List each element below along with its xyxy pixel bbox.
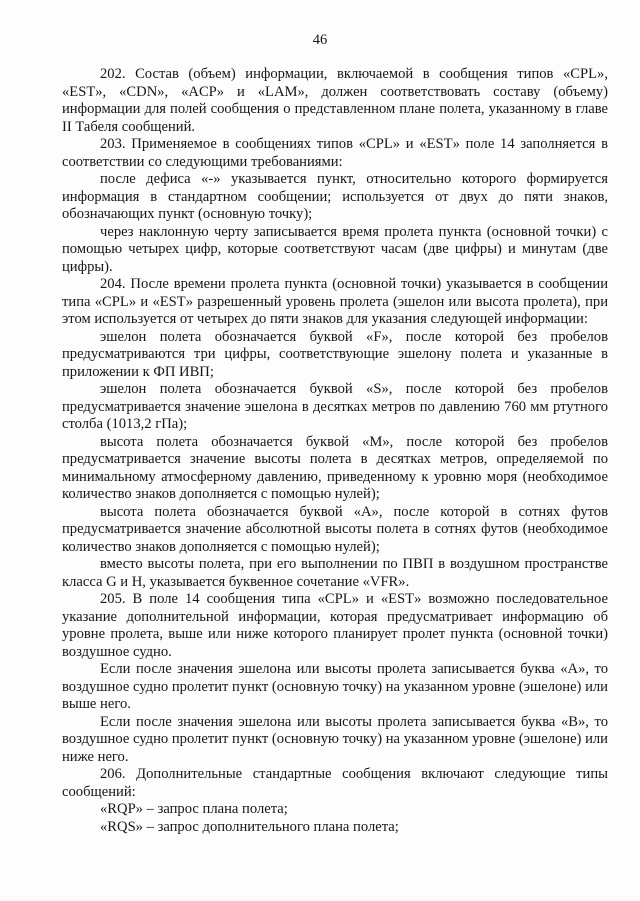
paragraph-205: 205. В поле 14 сообщения типа «CPL» и «EST» возможно последовательное указание дополнительной информации, которая предусматривает информацию об уровне пролета, выше или ниже которого планирует пролет пункта (основной точки) воздушное судно. xyxy=(62,591,608,660)
paragraph-203: 203. Применяемое в сообщениях типов «CPL» и «EST» поле 14 заполняется в соответствии со следующими требованиями: xyxy=(62,136,608,170)
page-number: 46 xyxy=(312,32,328,48)
paragraph-204-point-s: эшелон полета обозначается буквой «S», после которой без пробелов предусматривается значение эшелона в десятках метров по давлению 760 мм ртутного столба (1013,2 гПа); xyxy=(62,381,608,432)
paragraph-206-rqs: «RQS» – запрос дополнительного плана полета; xyxy=(100,818,399,835)
paragraph-203-point-2: через наклонную черту записывается время пролета пункта (основной точки) с помощью четырех цифр, которые соответствуют часам (две цифры) и минутам (две цифры). xyxy=(62,223,608,275)
paragraph-202: 202. Состав (объем) информации, включаемой в сообщения типов «CPL», «EST», «CDN», «ACP» и «LAM», должен соответствовать составу (объему) информации для полей сообщения о представленном плане полета, указанному в главе II Табеля сообщений. xyxy=(62,66,608,135)
paragraph-205-letter-b: Если после значения эшелона или высоты пролета записывается буква «B», то воздушное судно пролетит пункт (основную точку) на указанном уровне (эшелоне) или ниже него. xyxy=(62,713,608,765)
paragraph-204-point-m: высота полета обозначается буквой «M», после которой без пробелов предусматривается значение высоты полета в десятках метров, определяемой по минимальному атмосферному давлению, приведенному к уровню моря (необходимое количество знаков дополняется с помощью нулей); xyxy=(62,433,608,502)
paragraph-204: 204. После времени пролета пункта (основной точки) указывается в сообщении типа «CPL» и «EST» разрешенный уровень пролета (эшелон или высота пролета), при этом используется от четырех до пяти знаков для указания следующей информации: xyxy=(62,276,608,327)
paragraph-206-rqp: «RQP» – запрос плана полета; xyxy=(100,801,288,817)
paragraph-206: 206. Дополнительные стандартные сообщения включают следующие типы сообщений: xyxy=(62,766,608,800)
paragraph-204-point-vfr: вместо высоты полета, при его выполнении по ПВП в воздушном пространстве класса G и H, указывается буквенное сочетание «VFR». xyxy=(62,556,608,590)
document-body xyxy=(62,66,608,836)
paragraph-204-point-f: эшелон полета обозначается буквой «F», после которой без пробелов предусматриваются три цифры, соответствующие эшелону полета и указанные в приложении к ФП ИВП; xyxy=(62,328,608,380)
paragraph-205-letter-a: Если после значения эшелона или высоты пролета записывается буква «A», то воздушное судно пролетит пункт (основную точку) на указанном уровне (эшелоне) или выше него. xyxy=(62,661,608,712)
paragraph-203-point-1: после дефиса «-» указывается пункт, относительно которого формируется информация в стандартном сообщении; используется от двух до пяти знаков, обозначающих пункт (основную точку); xyxy=(62,171,608,222)
paragraph-204-point-a: высота полета обозначается буквой «A», после которой в сотнях футов предусматривается значение абсолютной высоты полета в сотнях футов (необходимое количество знаков дополняется с помощью нулей); xyxy=(62,503,608,555)
